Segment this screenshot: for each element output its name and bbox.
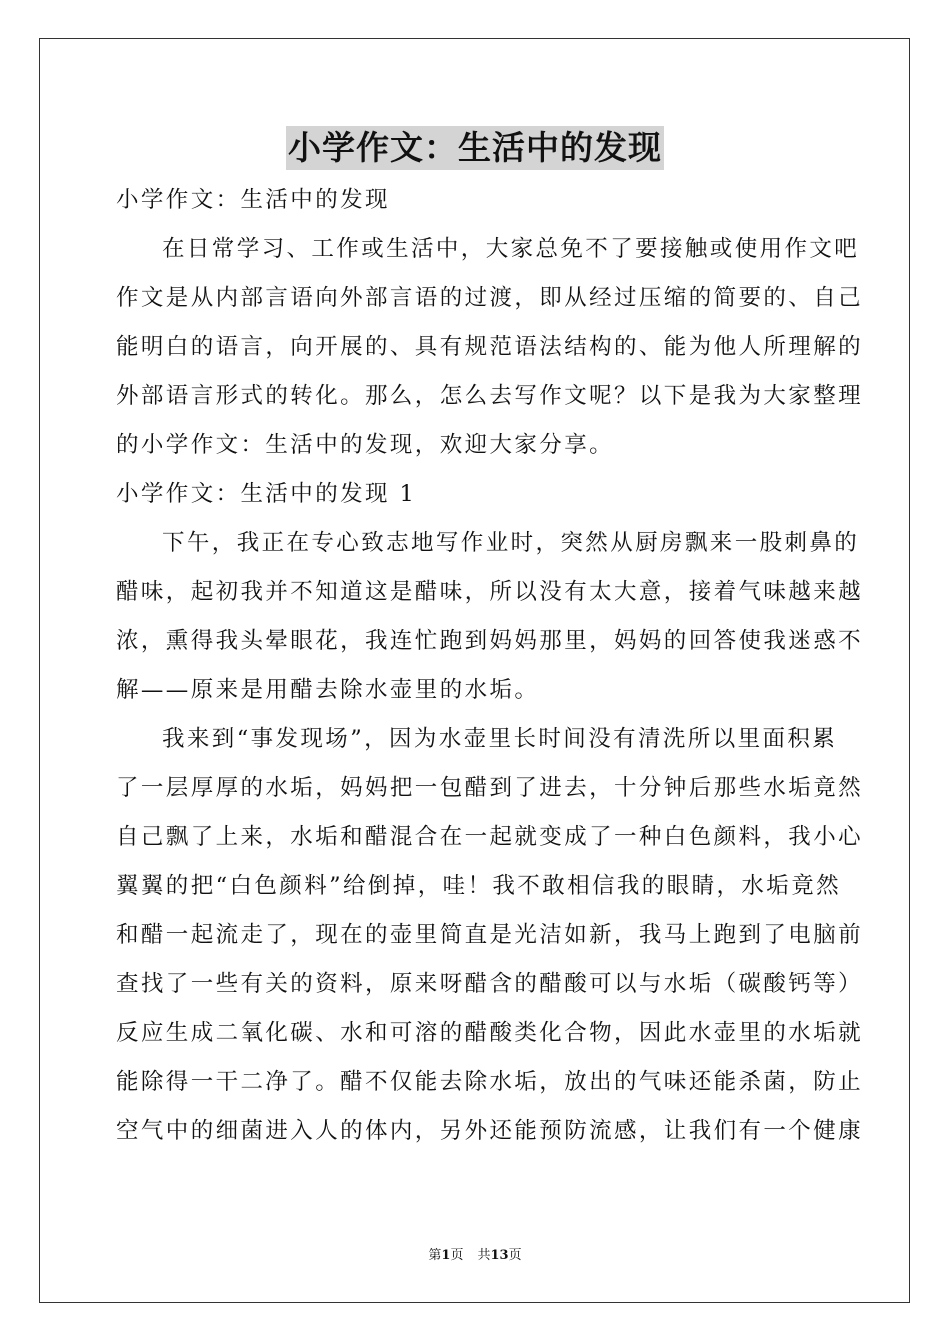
page-footer bbox=[0, 1247, 950, 1265]
page-suffix: 页 bbox=[450, 1248, 464, 1263]
total-prefix: 共 bbox=[477, 1248, 491, 1263]
document-body bbox=[116, 176, 864, 1156]
paragraph-line: 翼翼的把“白色颜料”给倒掉，哇！我不敢相信我的眼睛，水垢竟然 bbox=[116, 873, 842, 899]
subtitle-line: 小学作文：生活中的发现 bbox=[116, 187, 390, 213]
total-pages: 13 bbox=[490, 1248, 509, 1263]
paragraph-line: 作文是从内部言语向外部言语的过渡，即从经过压缩的简要的、自己 bbox=[116, 285, 864, 311]
page-prefix: 第 bbox=[428, 1248, 442, 1263]
section-heading: 小学作文：生活中的发现 1 bbox=[116, 481, 417, 507]
paragraph-line: 我来到“事发现场”，因为水壶里长时间没有清洗所以里面积累 bbox=[162, 726, 838, 752]
total-suffix: 页 bbox=[508, 1248, 522, 1263]
document-title: 小学作文：生活中的发现 bbox=[286, 126, 664, 170]
paragraph-line: 在日常学习、工作或生活中，大家总免不了要接触或使用作文吧 bbox=[162, 236, 860, 262]
page-number: 1 bbox=[441, 1248, 451, 1263]
paragraph-line: 下午，我正在专心致志地写作业时，突然从厨房飘来一股刺鼻的 bbox=[162, 530, 860, 556]
paragraph-line: 了一层厚厚的水垢，妈妈把一包醋到了进去，十分钟后那些水垢竟然 bbox=[116, 775, 864, 801]
paragraph-line: 查找了一些有关的资料，原来呀醋含的醋酸可以与水垢（碳酸钙等） bbox=[116, 971, 864, 997]
paragraph-line: 自己飘了上来，水垢和醋混合在一起就变成了一种白色颜料，我小心 bbox=[116, 824, 864, 850]
paragraph-line: 外部语言形式的转化。那么，怎么去写作文呢？以下是我为大家整理 bbox=[116, 383, 864, 409]
paragraph-line: 浓，熏得我头晕眼花，我连忙跑到妈妈那里，妈妈的回答使我迷惑不 bbox=[116, 628, 864, 654]
title-container bbox=[0, 126, 950, 170]
paragraph-line: 反应生成二氧化碳、水和可溶的醋酸类化合物，因此水壶里的水垢就 bbox=[116, 1020, 864, 1046]
paragraph-line: 能除得一干二净了。醋不仅能去除水垢，放出的气味还能杀菌，防止 bbox=[116, 1069, 864, 1095]
paragraph-line: 解——原来是用醋去除水壶里的水垢。 bbox=[116, 677, 540, 703]
paragraph-line: 空气中的细菌进入人的体内，另外还能预防流感，让我们有一个健康 bbox=[116, 1118, 864, 1144]
paragraph-line: 醋味，起初我并不知道这是醋味，所以没有太大意，接着气味越来越 bbox=[116, 579, 864, 605]
paragraph-line: 的小学作文：生活中的发现，欢迎大家分享。 bbox=[116, 432, 615, 458]
paragraph-line: 能明白的语言，向开展的、具有规范语法结构的、能为他人所理解的 bbox=[116, 334, 864, 360]
paragraph-line: 和醋一起流走了，现在的壶里简直是光洁如新，我马上跑到了电脑前 bbox=[116, 922, 864, 948]
